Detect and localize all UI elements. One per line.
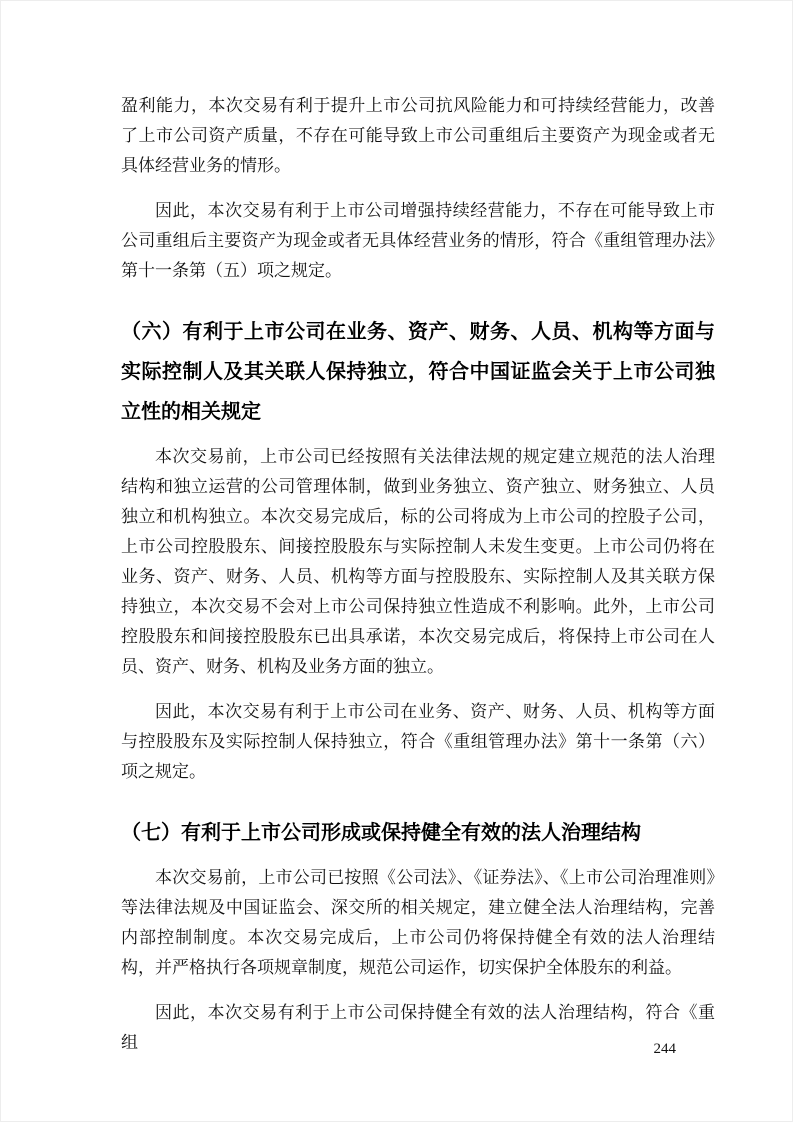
- paragraph-independence-details: 本次交易前，上市公司已经按照有关法律法规的规定建立规范的法人治理结构和独立运营的公司管理体制，做到业务独立、资产独立、财务独立、人员独立和机构独立。本次交易完成后，标的公司将成为上市公司的控股子公司，上市公司控股股东、间接控股股东与实际控制人未发生变更。上市公司仍将在业务、资产、财务、人员、机构等方面与控股股东、实际控制人及其关联方保持独立，本次交易不会对上市公司保持独立性造成不利影响。此外，上市公司控股股东和间接控股股东已出具承诺，本次交易完成后，将保持上市公司在人员、资产、财务、机构及业务方面的独立。: [121, 447, 715, 676]
- page-content: [121, 91, 715, 1073]
- paragraph-conclusion-article-11-5: 因此，本次交易有利于上市公司增强持续经营能力，不存在可能导致上市公司重组后主要资产为现金或者无具体经营业务的情形，符合《重组管理办法》第十一条第（五）项之规定。: [121, 201, 715, 280]
- section-heading-6-independence: （六）有利于上市公司在业务、资产、财务、人员、机构等方面与实际控制人及其关联人保持独立，符合中国证监会关于上市公司独立性的相关规定: [121, 321, 715, 423]
- paragraph-governance-details: 本次交易前，上市公司已按照《公司法》、《证券法》、《上市公司治理准则》等法律法规及中国证监会、深交所的相关规定，建立健全法人治理结构，完善内部控制制度。本次交易完成后，上市公司仍将保持健全有效的法人治理结构，并严格执行各项规章制度，规范公司运作，切实保护全体股东的利益。: [121, 868, 715, 977]
- section-heading-7-corporate-governance: （七）有利于上市公司形成或保持健全有效的法人治理结构: [121, 822, 641, 844]
- paragraph-conclusion-article-11-6: 因此，本次交易有利于上市公司在业务、资产、财务、人员、机构等方面与控股股东及实际控制人保持独立，符合《重组管理办法》第十一条第（六）项之规定。: [121, 702, 715, 781]
- page-number: 244: [653, 1041, 676, 1057]
- paragraph-continuation-profitability: 盈利能力，本次交易有利于提升上市公司抗风险能力和可持续经营能力，改善了上市公司资产质量，不存在可能导致上市公司重组后主要资产为现金或者无具体经营业务的情形。: [121, 96, 715, 175]
- paragraph-governance-conclusion-truncated: 因此，本次交易有利于上市公司保持健全有效的法人治理结构，符合《重组: [121, 1003, 715, 1052]
